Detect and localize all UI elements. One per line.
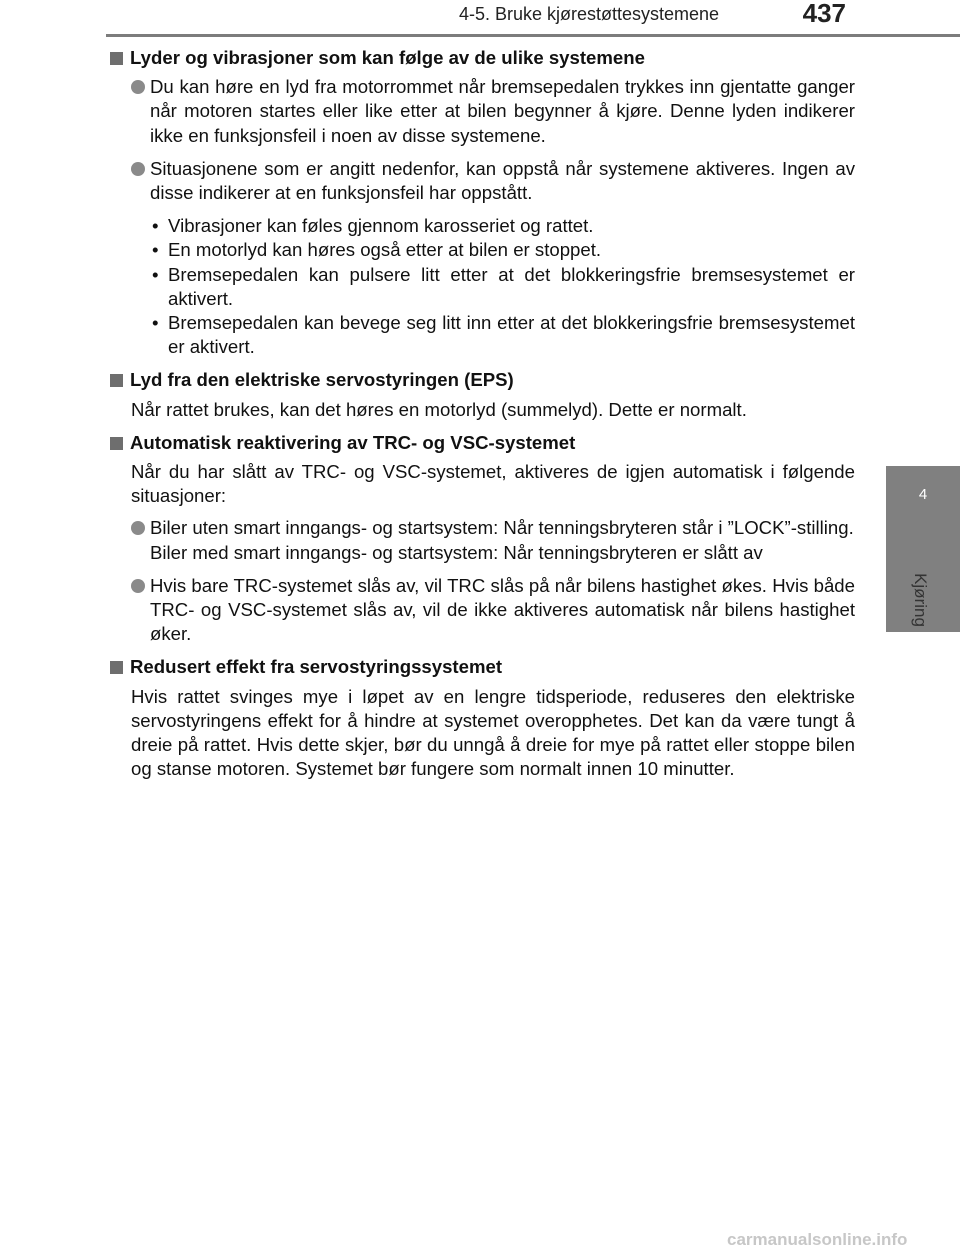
sub-bullet-list: [152, 214, 855, 359]
square-bullet-icon: [110, 374, 123, 387]
paragraph: Når rattet brukes, kan det høres en motorlyd (summelyd). Dette er normalt.: [131, 398, 747, 420]
sub-bullet-item: • En motorlyd kan høres også etter at bilen er stoppet.: [152, 239, 602, 261]
section-heading: Lyd fra den elektriske servostyringen (EPS): [110, 368, 855, 392]
paragraph: Hvis rattet svinges mye i løpet av en lengre tidsperiode, reduseres den elektriske servostyringens effekt for å hindre at systemet overopphetes. Det kan da være tungt å dreie på rattet. Hvis dette skjer, bør du unngå å dreie for mye på rattet eller stoppe bilen og stanse motoren. Systemet bør fungere som normalt innen 10 minutter.: [131, 685, 855, 780]
sub-bullet-item: • Vibrasjoner kan føles gjennom karosseriet og rattet.: [152, 215, 594, 237]
sub-bullet-item: • Bremsepedalen kan bevege seg litt inn etter at det blokkeringsfrie bremsesystemet er aktivert.: [152, 312, 855, 358]
list-item: Hvis bare TRC-systemet slås av, vil TRC slås på når bilens hastighet økes. Hvis både TRC- og VSC-systemet slås av, vil de ikke aktiveres automatisk når bilens hastighet øker.: [131, 574, 855, 647]
circle-bullet-icon: [131, 80, 145, 94]
circle-bullet-icon: [131, 579, 145, 593]
list-item: Biler uten smart inngangs- og startsystem: Når tenningsbryteren står i ”LOCK”-stilling. Biler med smart inngangs- og startsystem: Når tenningsbryteren er slått av: [131, 516, 855, 564]
sub-bullet-item: • Bremsepedalen kan pulsere litt etter at det blokkeringsfrie bremsesystemet er aktivert.: [152, 263, 855, 309]
section-trc-vsc-reactivation: [110, 431, 855, 647]
circle-bullet-icon: [131, 162, 145, 176]
header-rule: [106, 34, 960, 37]
section-heading: Redusert effekt fra servostyringssystemet: [110, 655, 855, 679]
chapter-label: Kjøring: [911, 573, 930, 627]
circle-bullet-icon: [131, 521, 145, 535]
paragraph: Når du har slått av TRC- og VSC-systemet, aktiveres de igjen automatisk i følgende situasjoner:: [131, 461, 855, 507]
watermark-logo: carmanualsonline.info: [727, 1230, 908, 1249]
section-heading: Lyder og vibrasjoner som kan følge av de ulike systemene: [110, 46, 855, 70]
section-reduced-power-steering: [110, 655, 855, 781]
section-heading: Automatisk reaktivering av TRC- og VSC-systemet: [110, 431, 855, 455]
page-content: [110, 46, 855, 790]
section-eps-sound: [110, 368, 855, 421]
section-sounds-vibrations: [110, 46, 855, 359]
running-header: 4-5. Bruke kjørestøttesystemene: [458, 4, 720, 24]
square-bullet-icon: [110, 52, 123, 65]
square-bullet-icon: [110, 661, 123, 674]
page-number: 437: [802, 0, 846, 28]
square-bullet-icon: [110, 437, 123, 450]
list-item: Situasjonene som er angitt nedenfor, kan oppstå når systemene aktiveres. Ingen av disse indikerer at en funksjonsfeil har oppstått.: [131, 157, 855, 205]
chapter-number: 4: [918, 486, 928, 503]
list-item: Du kan høre en lyd fra motorrommet når bremsepedalen trykkes inn gjentatte ganger når motoren startes eller like etter at bilen begynner å kjøre. Denne lyden indikerer ikke en funksjonsfeil i noen av disse systemene.: [131, 75, 855, 148]
